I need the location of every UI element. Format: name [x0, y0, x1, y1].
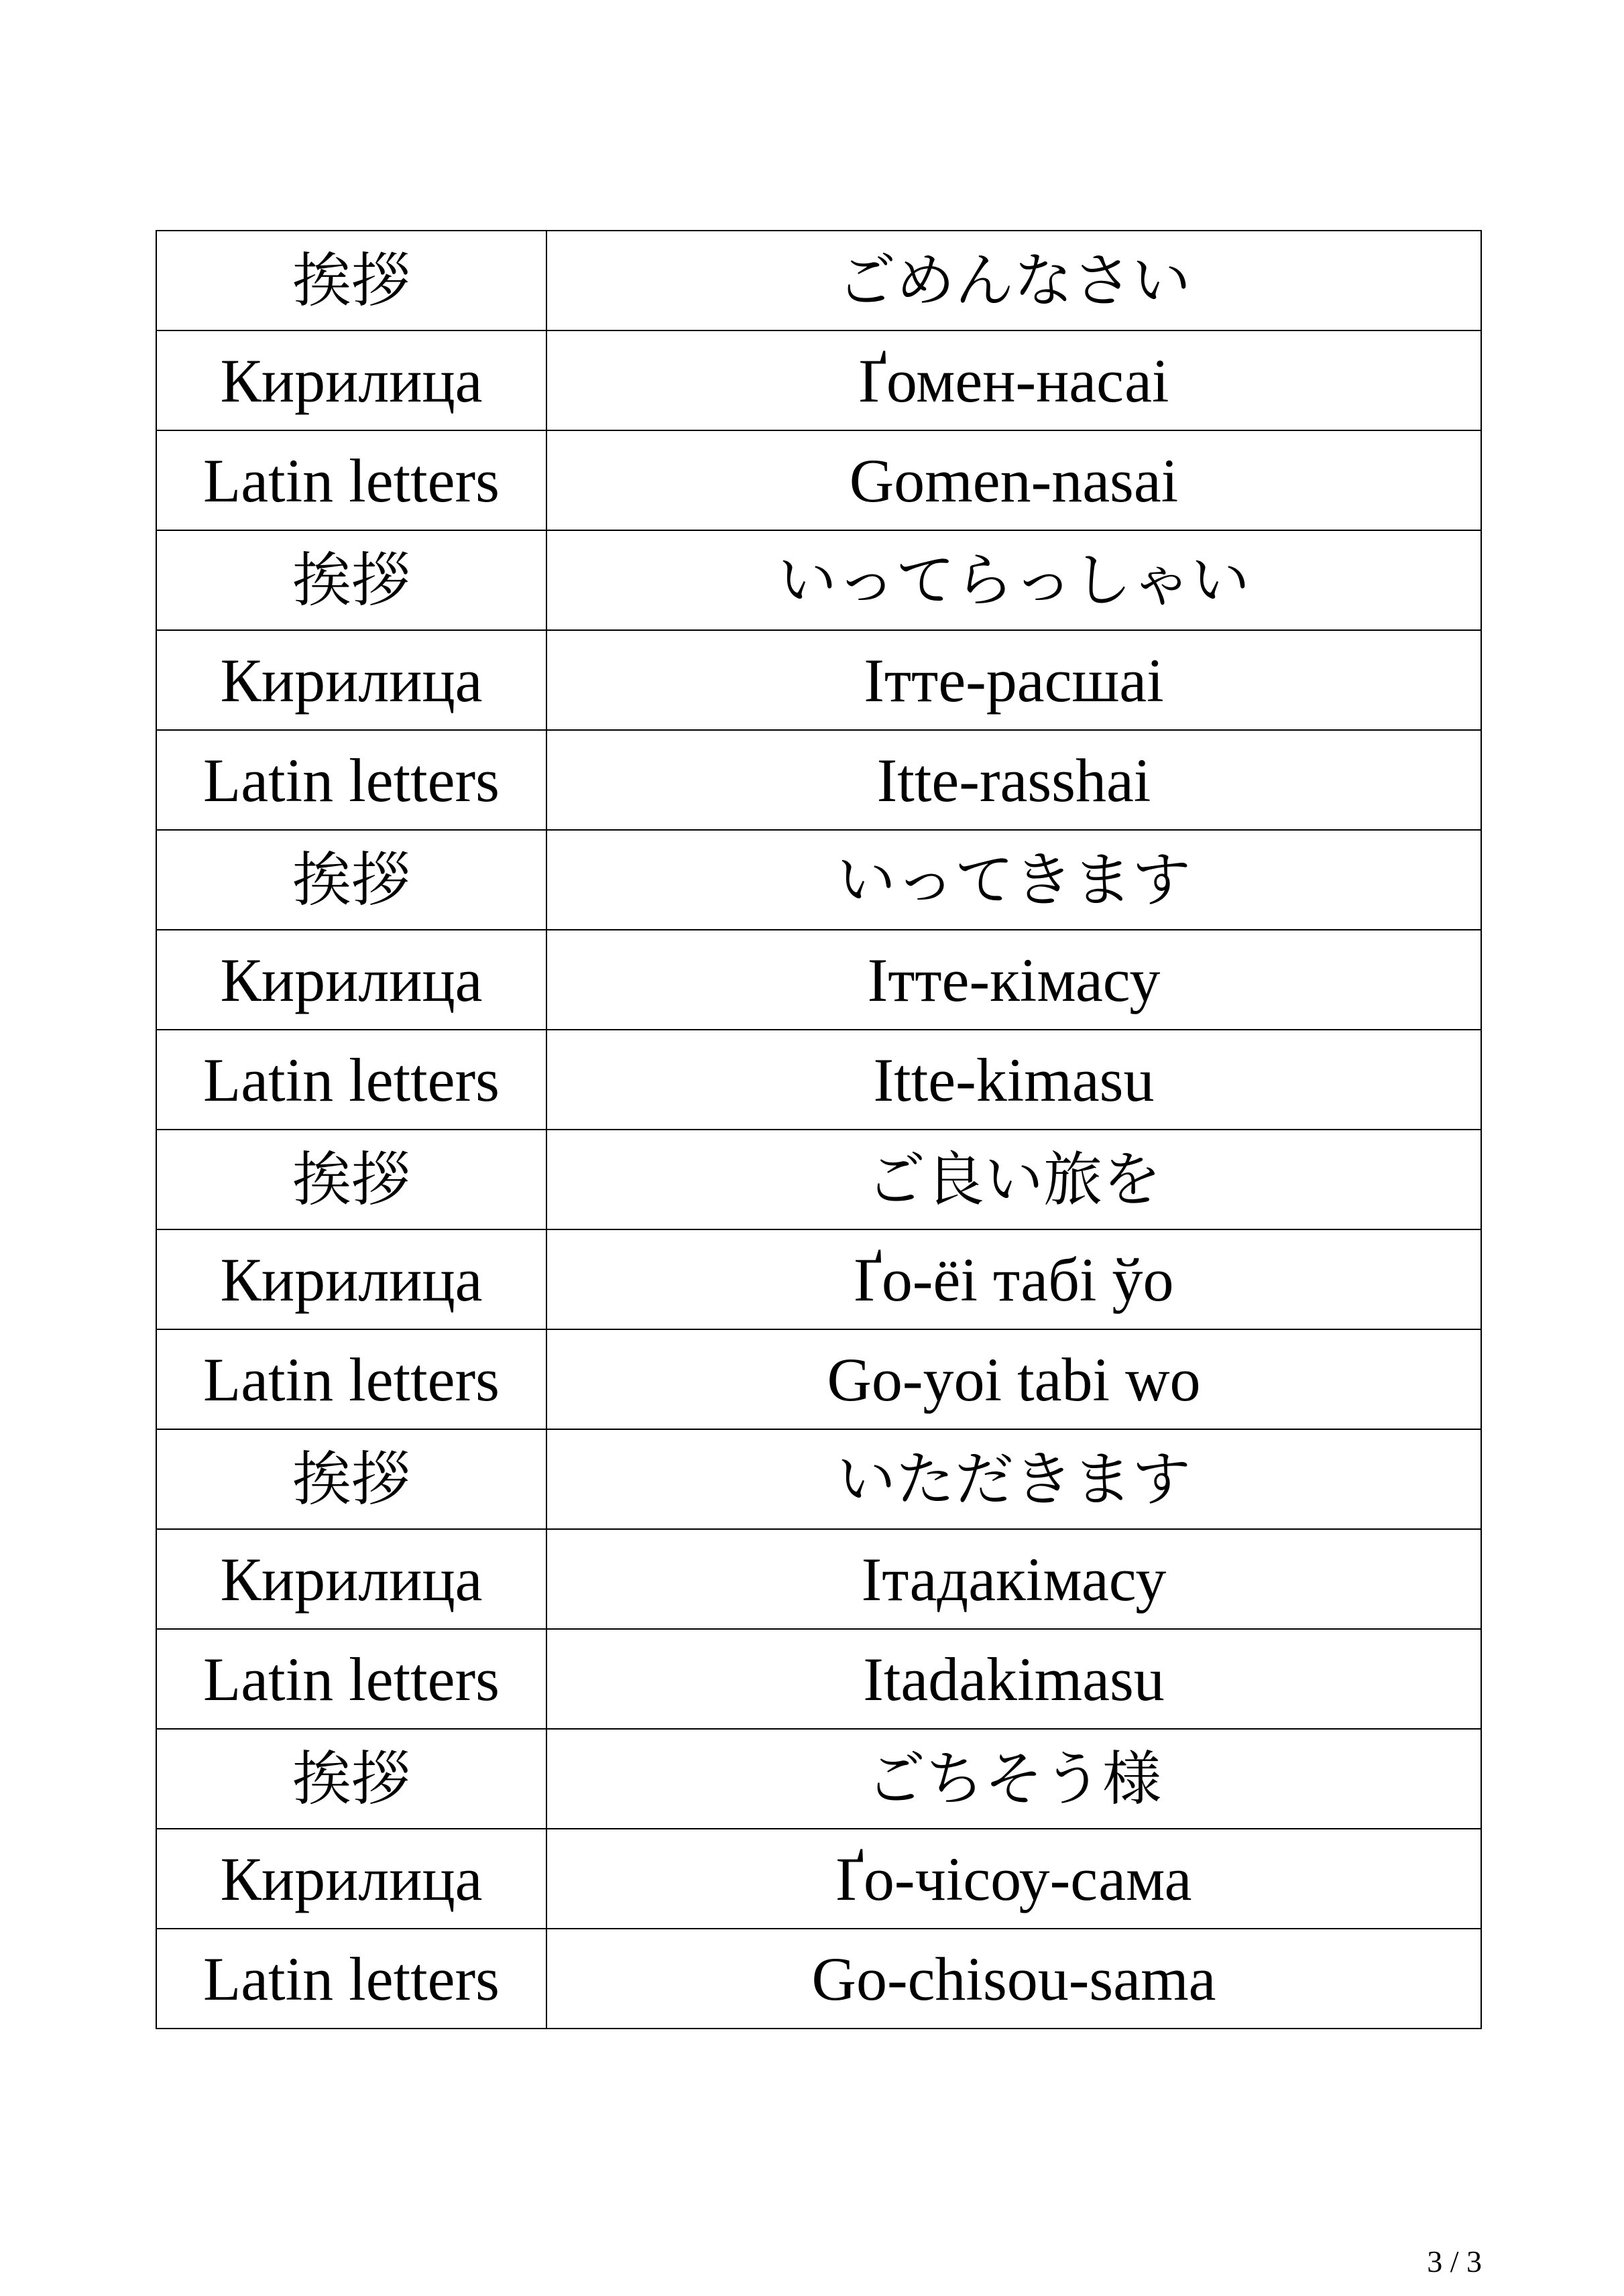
- greeting-row: [156, 1729, 1481, 1829]
- cyrillic-cell: Ітте-кімасу: [546, 930, 1481, 1030]
- cyrillic-row: [156, 630, 1481, 730]
- greeting-row: [156, 830, 1481, 930]
- latin-row: [156, 1629, 1481, 1729]
- latin-row: [156, 430, 1481, 530]
- latin-row: [156, 1929, 1481, 2029]
- greeting-label-cell: 挨拶: [156, 530, 546, 630]
- greetings-table: [156, 230, 1482, 2029]
- cyrillic-row: [156, 330, 1481, 430]
- cyrillic-label-cell: Кирилица: [156, 1529, 546, 1629]
- greeting-label-cell: 挨拶: [156, 1429, 546, 1529]
- latin-label-cell: Latin letters: [156, 1629, 546, 1729]
- page-number: 3 / 3: [1427, 2244, 1482, 2279]
- greeting-cell: いただきます: [546, 1429, 1481, 1529]
- greeting-cell: いってきます: [546, 830, 1481, 930]
- latin-cell: Itadakimasu: [546, 1629, 1481, 1729]
- greeting-label-cell: 挨拶: [156, 231, 546, 330]
- latin-label-cell: Latin letters: [156, 1030, 546, 1130]
- latin-label-cell: Latin letters: [156, 1329, 546, 1429]
- latin-label-cell: Latin letters: [156, 1929, 546, 2029]
- greeting-row: [156, 231, 1481, 330]
- latin-label-cell: Latin letters: [156, 430, 546, 530]
- greeting-row: [156, 530, 1481, 630]
- greeting-cell: いってらっしゃい: [546, 530, 1481, 630]
- latin-cell: Go-yoi tabi wo: [546, 1329, 1481, 1429]
- cyrillic-label-cell: Кирилица: [156, 330, 546, 430]
- cyrillic-row: [156, 1829, 1481, 1929]
- cyrillic-row: [156, 1529, 1481, 1629]
- cyrillic-cell: Ітадакімасу: [546, 1529, 1481, 1629]
- cyrillic-cell: Ґо-чісоу-сама: [546, 1829, 1481, 1929]
- latin-row: [156, 1030, 1481, 1130]
- latin-row: [156, 730, 1481, 830]
- latin-cell: Go-chisou-sama: [546, 1929, 1481, 2029]
- cyrillic-row: [156, 930, 1481, 1030]
- greeting-row: [156, 1130, 1481, 1229]
- cyrillic-cell: Ітте-расшаі: [546, 630, 1481, 730]
- greeting-label-cell: 挨拶: [156, 1130, 546, 1229]
- latin-row: [156, 1329, 1481, 1429]
- cyrillic-label-cell: Кирилица: [156, 630, 546, 730]
- cyrillic-label-cell: Кирилица: [156, 930, 546, 1030]
- cyrillic-row: [156, 1229, 1481, 1329]
- cyrillic-cell: Ґо-ёі табі ўо: [546, 1229, 1481, 1329]
- greeting-cell: ごめんなさい: [546, 231, 1481, 330]
- latin-cell: Itte-kimasu: [546, 1030, 1481, 1130]
- cyrillic-cell: Ґомен-насаі: [546, 330, 1481, 430]
- greeting-cell: ご良い旅を: [546, 1130, 1481, 1229]
- latin-cell: Itte-rasshai: [546, 730, 1481, 830]
- cyrillic-label-cell: Кирилица: [156, 1829, 546, 1929]
- cyrillic-label-cell: Кирилица: [156, 1229, 546, 1329]
- greeting-cell: ごちそう様: [546, 1729, 1481, 1829]
- greeting-label-cell: 挨拶: [156, 1729, 546, 1829]
- greeting-label-cell: 挨拶: [156, 830, 546, 930]
- greeting-row: [156, 1429, 1481, 1529]
- latin-label-cell: Latin letters: [156, 730, 546, 830]
- latin-cell: Gomen-nasai: [546, 430, 1481, 530]
